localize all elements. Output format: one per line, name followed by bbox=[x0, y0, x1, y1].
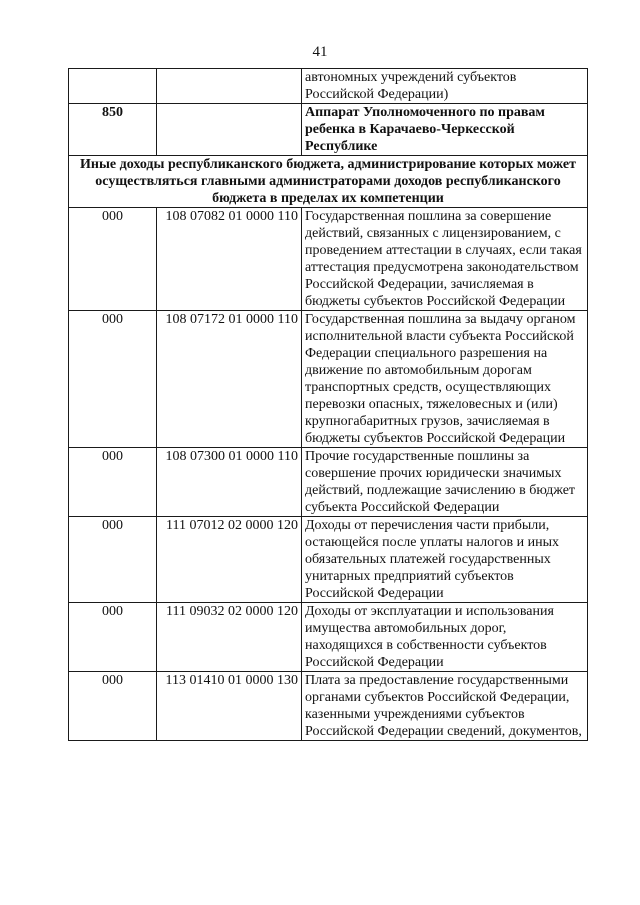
budget-classification-code-cell bbox=[157, 69, 302, 104]
administrator-code-cell: 000 bbox=[69, 311, 157, 448]
administrator-code-cell: 850 bbox=[69, 104, 157, 156]
revenue-name-cell: автономных учреждений субъектов Российской Федерации) bbox=[302, 69, 588, 104]
budget-classification-code-cell: 111 07012 02 0000 120 bbox=[157, 517, 302, 603]
section-header-row bbox=[69, 156, 588, 208]
revenue-name-cell: Плата за предоставление государственными органами субъектов Российской Федерации, казенными учреждениями субъектов Российской Федерации сведений, документов, bbox=[302, 672, 588, 741]
budget-classification-code-cell: 108 07300 01 0000 110 bbox=[157, 448, 302, 517]
budget-classification-code-cell: 108 07172 01 0000 110 bbox=[157, 311, 302, 448]
table-row bbox=[69, 104, 588, 156]
revenue-name-cell: Государственная пошлина за выдачу органом исполнительной власти субъекта Российской Федерации специального разрешения на движение по автомобильным дорогам транспортных средств, осуществляющих перевозки опасных, тяжеловесных и (или) крупногабаритных грузов, зачисляемая в бюджеты субъектов Российской Федерации bbox=[302, 311, 588, 448]
table-row bbox=[69, 603, 588, 672]
administrator-code-cell: 000 bbox=[69, 448, 157, 517]
table-row bbox=[69, 448, 588, 517]
page-number: 41 bbox=[312, 44, 328, 60]
administrator-code-cell: 000 bbox=[69, 603, 157, 672]
budget-classification-code-cell bbox=[157, 104, 302, 156]
revenue-name-cell: Доходы от эксплуатации и использования имущества автомобильных дорог, находящихся в собственности субъектов Российской Федерации bbox=[302, 603, 588, 672]
table-row bbox=[69, 517, 588, 603]
table-row bbox=[69, 69, 588, 104]
table-row bbox=[69, 311, 588, 448]
table-row bbox=[69, 208, 588, 311]
budget-revenue-table bbox=[68, 68, 588, 741]
revenue-name-cell: Аппарат Уполномоченного по правам ребенка в Карачаево-Черкесской Республике bbox=[302, 104, 588, 156]
administrator-code-cell: 000 bbox=[69, 672, 157, 741]
revenue-name-cell: Прочие государственные пошлины за совершение прочих юридически значимых действий, подлежащие зачислению в бюджет субъекта Российской Федерации bbox=[302, 448, 588, 517]
table-body bbox=[69, 69, 588, 741]
administrator-code-cell bbox=[69, 69, 157, 104]
budget-classification-code-cell: 111 09032 02 0000 120 bbox=[157, 603, 302, 672]
budget-classification-code-cell: 108 07082 01 0000 110 bbox=[157, 208, 302, 311]
administrator-code-cell: 000 bbox=[69, 517, 157, 603]
section-title: Иные доходы республиканского бюджета, администрирование которых может осуществляться главными администраторами доходов республиканского бюджета в пределах их компетенции bbox=[69, 156, 588, 208]
administrator-code-cell: 000 bbox=[69, 208, 157, 311]
budget-classification-code-cell: 113 01410 01 0000 130 bbox=[157, 672, 302, 741]
table-row bbox=[69, 672, 588, 741]
revenue-name-cell: Доходы от перечисления части прибыли, остающейся после уплаты налогов и иных обязательных платежей государственных унитарных предприятий субъектов Российской Федерации bbox=[302, 517, 588, 603]
revenue-name-cell: Государственная пошлина за совершение действий, связанных с лицензированием, с проведением аттестации в случаях, если такая аттестация предусмотрена законодательством Российской Федерации, зачисляемая в бюджеты субъектов Российской Федерации bbox=[302, 208, 588, 311]
